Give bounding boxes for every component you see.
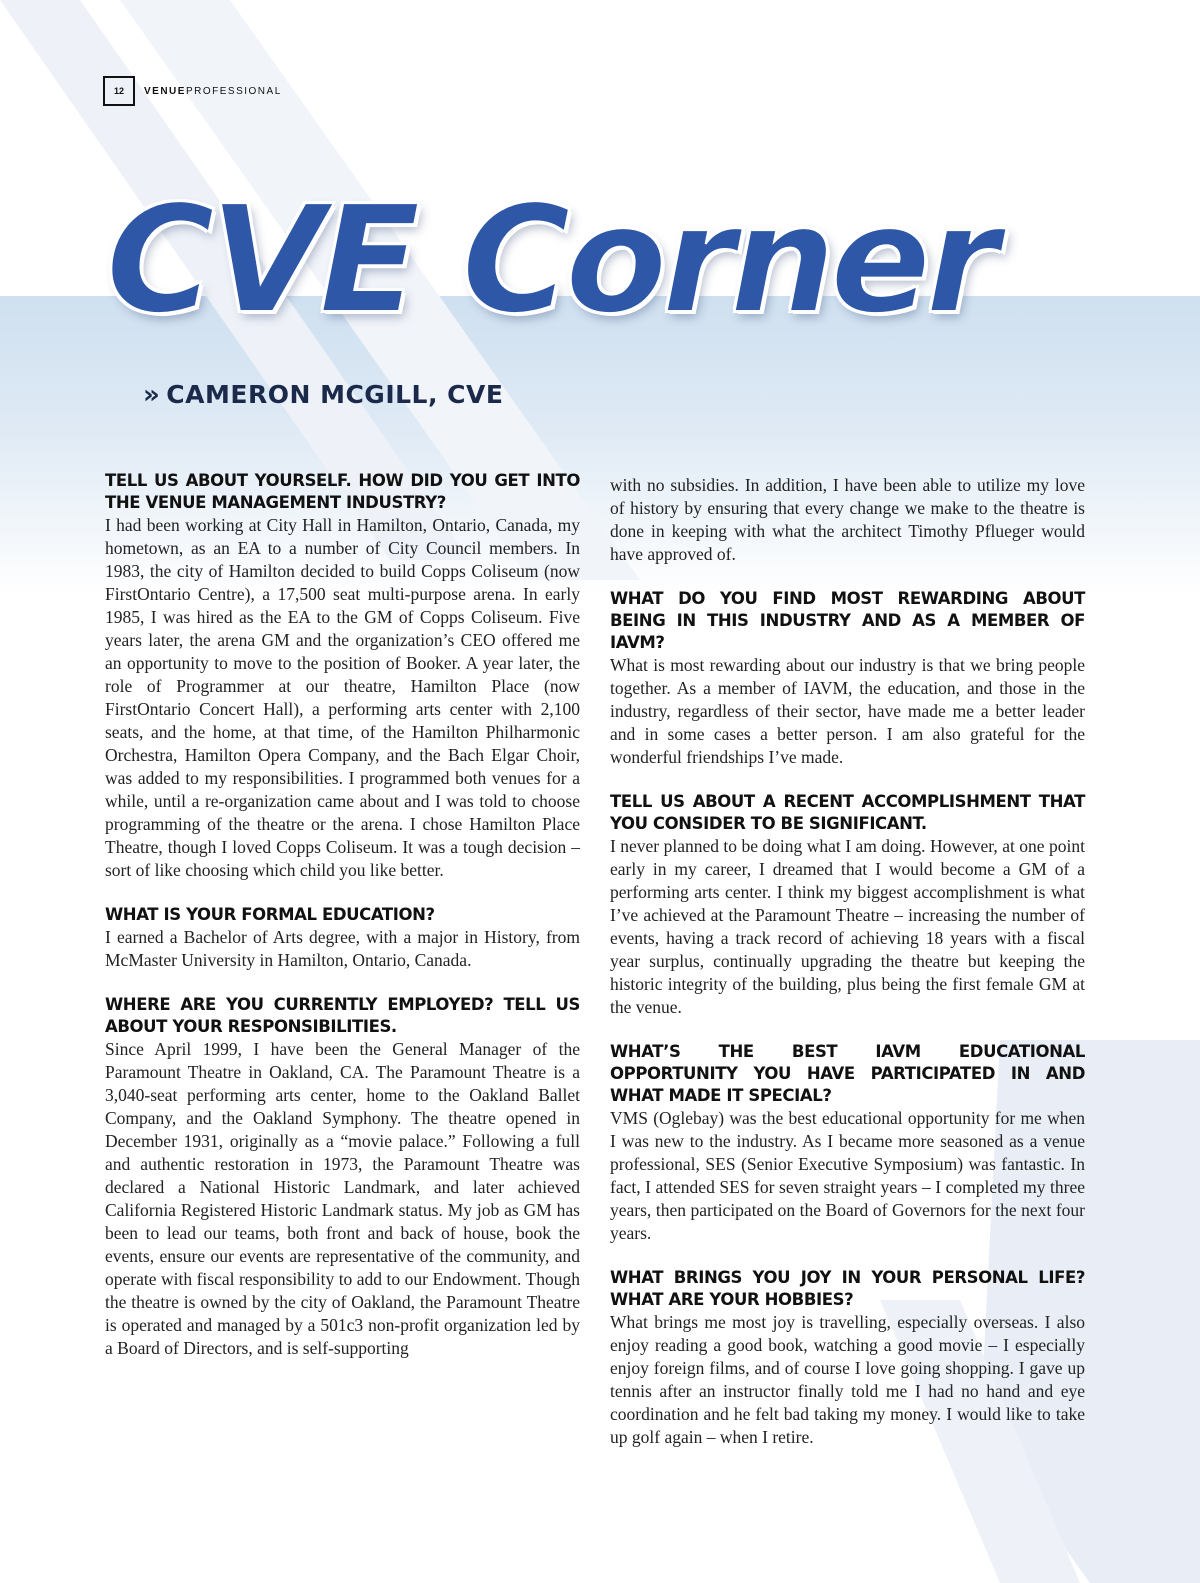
answer-paragraph: Since April 1999, I have been the General Manager of the Paramount Theatre in Oakland, CA. The Paramount Theatre is a 3,040-seat performing arts center, home to the Oakland Ballet Company, and the Oakland Symphony. The theatre opened in December 1931, originally as a “movie palace.” Following a full and authentic restoration in 1973, the Paramount Theatre was declared a National Historic Landmark, and later achieved California Registered Historic Landmark status. My job as GM has been to lead our teams, both front and back of house, book the events, ensure our events are representative of the community, and operate with fiscal responsibility to add to our Endowment. Though the theatre is owned by the city of Oakland, the Paramount Theatre is operated and managed by a 501c3 non-profit organization led by a Board of Directors, and is self-supporting (105, 1039, 580, 1358)
answer-paragraph: What brings me most joy is travelling, especially overseas. I also enjoy reading a good book, watching a good movie – I especially enjoy foreign films, and of course I love going shopping. I gave up tennis after an instructor finally told me I had no hand and eye coordination and he felt bad taking my money. I would like to take up golf again – when I retire. (610, 1312, 1085, 1447)
answer-paragraph: I earned a Bachelor of Arts degree, with a major in History, from McMaster University in Hamilton, Ontario, Canada. (105, 927, 580, 970)
page-title: CVE Corner (106, 174, 994, 346)
continued-paragraph: with no subsidies. In addition, I have been able to utilize my love of history by ensuring that every change we make to the theatre is done in keeping with what the architect Timothy Pflueger would have approved of. (610, 475, 1085, 564)
question-heading: WHERE ARE YOU CURRENTLY EMPLOYED? TELL US ABOUT YOUR RESPONSIBILITIES. (105, 995, 580, 1036)
question-heading: WHAT’S THE BEST IAVM EDUCATIONAL OPPORTUNITY YOU HAVE PARTICIPATED IN AND WHAT MADE IT SPECIAL? (610, 1042, 1085, 1105)
left-column (105, 470, 580, 1382)
right-column (610, 470, 1085, 1471)
answer-paragraph: VMS (Oglebay) was the best educational opportunity for me when I was new to the industry. As I became more seasoned as a venue professional, SES (Senior Executive Symposium) was fantastic. In fact, I attended SES for seven straight years – I completed my three years, then participated on the Board of Governors for the next four years. (610, 1108, 1085, 1243)
page-number: 12 (103, 76, 135, 106)
masthead-professional: PROFESSIONAL (185, 85, 282, 97)
question-heading: WHAT DO YOU FIND MOST REWARDING ABOUT BEING IN THIS INDUSTRY AND AS A MEMBER OF IAVM? (610, 589, 1085, 652)
question-heading: TELL US ABOUT A RECENT ACCOMPLISHMENT THAT YOU CONSIDER TO BE SIGNIFICANT. (610, 792, 1085, 833)
double-chevron-icon: » (143, 380, 161, 410)
answer-paragraph: I had been working at City Hall in Hamilton, Ontario, Canada, my hometown, as an EA to a number of City Council members. In 1983, the city of Hamilton decided to build Copps Coliseum (now FirstOntario Centre), a 17,500 seat multi-purpose arena. In early 1985, I was hired as the EA to the GM of Copps Coliseum. Five years later, the arena GM and the organization’s CEO offered me an opportunity to move to the position of Booker. A year later, the role of Programmer at our theatre, Hamilton Place (now FirstOntario Concert Hall), a performing arts center with 2,100 seats, and the home, at that time, of the Hamilton Philharmonic Orchestra, Hamilton Opera Company, and the Bach Elgar Choir, was added to my responsibilities. I programmed both venues for a while, until a re-organization came about and I was told to choose programming of the theatre or the arena. I chose Hamilton Place Theatre, though I loved Copps Coliseum. It was a tough decision – sort of like choosing which child you like better. (105, 515, 580, 880)
byline (143, 380, 503, 410)
page-header (103, 76, 282, 106)
masthead (144, 86, 282, 97)
masthead-venue: VENUE (144, 85, 186, 97)
answer-paragraph: I never planned to be doing what I am doing. However, at one point early in my career, I dreamed that I would become a GM of a performing arts center. I think my biggest accomplishment is what I’ve achieved at the Paramount Theatre – increasing the number of events, having a track record of achieving 18 years with a fiscal year surplus, continually upgrading the theatre but keeping the historic integrity of the building, plus being the first female GM at the venue. (610, 836, 1085, 1017)
question-heading: WHAT IS YOUR FORMAL EDUCATION? (105, 905, 435, 924)
author-name: CAMERON MCGILL, CVE (166, 380, 504, 409)
answer-paragraph: What is most rewarding about our industry is that we bring people together. As a member of IAVM, the education, and those in the industry, regardless of their sector, have made me a better leader and in some cases a better person. I am also grateful for the wonderful friendships I’ve made. (610, 655, 1085, 767)
question-heading: WHAT BRINGS YOU JOY IN YOUR PERSONAL LIFE? WHAT ARE YOUR HOBBIES? (610, 1268, 1085, 1309)
question-heading: TELL US ABOUT YOURSELF. HOW DID YOU GET INTO THE VENUE MANAGEMENT INDUSTRY? (105, 471, 580, 512)
